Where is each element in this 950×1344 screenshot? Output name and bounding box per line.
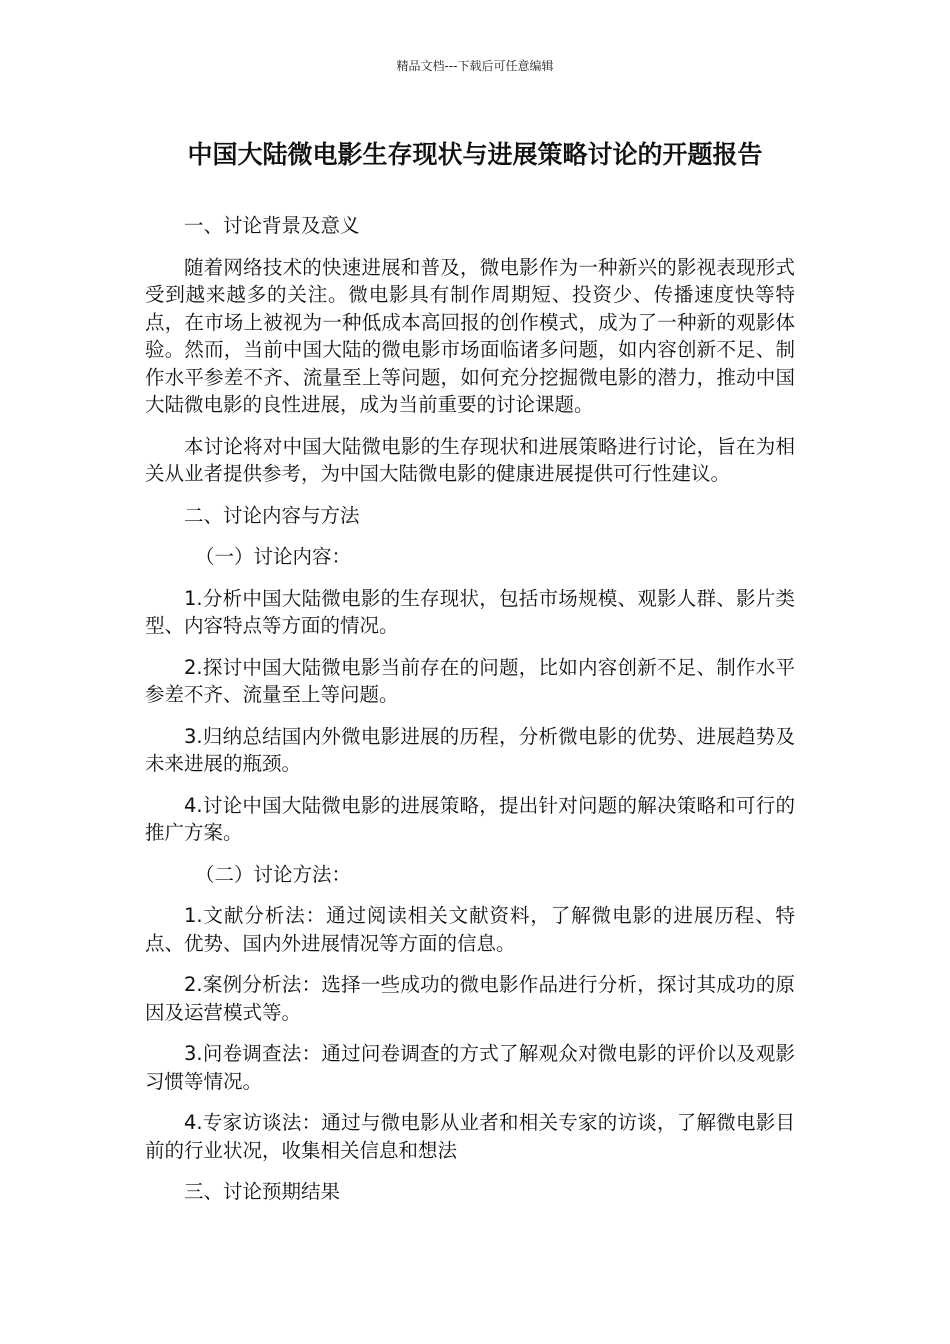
content-item-3: 3.归纳总结国内外微电影进展的历程，分析微电影的优势、进展趋势及未来进展的瓶颈。 [145,724,795,775]
content-item-2: 2.探讨中国大陆微电影当前存在的问题，比如内容创新不足、制作水平参差不齐、流量至上等问题。 [145,655,795,706]
subheading-method: （二）讨论方法： [195,862,352,886]
document-body [145,212,795,1220]
section-heading-expected-results: 三、讨论预期结果 [184,1180,341,1203]
subheading-content: （一）讨论内容： [195,545,352,568]
section-heading-background: 一、讨论背景及意义 [184,214,360,237]
paragraph-background-2: 本讨论将对中国大陆微电影的生存现状和进展策略进行讨论，旨在为相关从业者提供参考，为中国大陆微电影的健康进展提供可行性建议。 [145,434,795,485]
document-title: 中国大陆微电影生存现状与进展策略讨论的开题报告 [187,140,763,169]
content-item-1: 1.分析中国大陆微电影的生存现状，包括市场规模、观影人群、影片类型、内容特点等方面的情况。 [145,586,795,637]
method-item-1: 1.文献分析法：通过阅读相关文献资料，了解微电影的进展历程、特点、优势、国内外进展情况等方面的信息。 [145,904,795,955]
method-item-4: 4.专家访谈法：通过与微电影从业者和相关专家的访谈，了解微电影目前的行业状况，收集相关信息和想法 [145,1111,795,1162]
section-heading-content-method: 二、讨论内容与方法 [184,503,360,527]
paragraph-background-1: 随着网络技术的快速进展和普及，微电影作为一种新兴的影视表现形式受到越来越多的关注。微电影具有制作周期短、投资少、传播速度快等特点，在市场上被视为一种低成本高回报的创作模式，成为了一种新的观影体验。然而，当前中国大陆的微电影市场面临诸多问题，如内容创新不足、制作水平参差不齐、流量至上等问题，如何充分挖掘微电影的潜力，推动中国大陆微电影的良性进展，成为当前重要的讨论课题。 [145,255,795,416]
page-header-note: 精品文档---下载后可任意编辑 [396,59,554,73]
method-item-2: 2.案例分析法：选择一些成功的微电影作品进行分析，探讨其成功的原因及运营模式等。 [145,973,795,1024]
method-item-3: 3.问卷调查法：通过问卷调查的方式了解观众对微电影的评价以及观影习惯等情况。 [145,1042,795,1093]
content-item-4: 4.讨论中国大陆微电影的进展策略，提出针对问题的解决策略和可行的推广方案。 [145,793,795,844]
